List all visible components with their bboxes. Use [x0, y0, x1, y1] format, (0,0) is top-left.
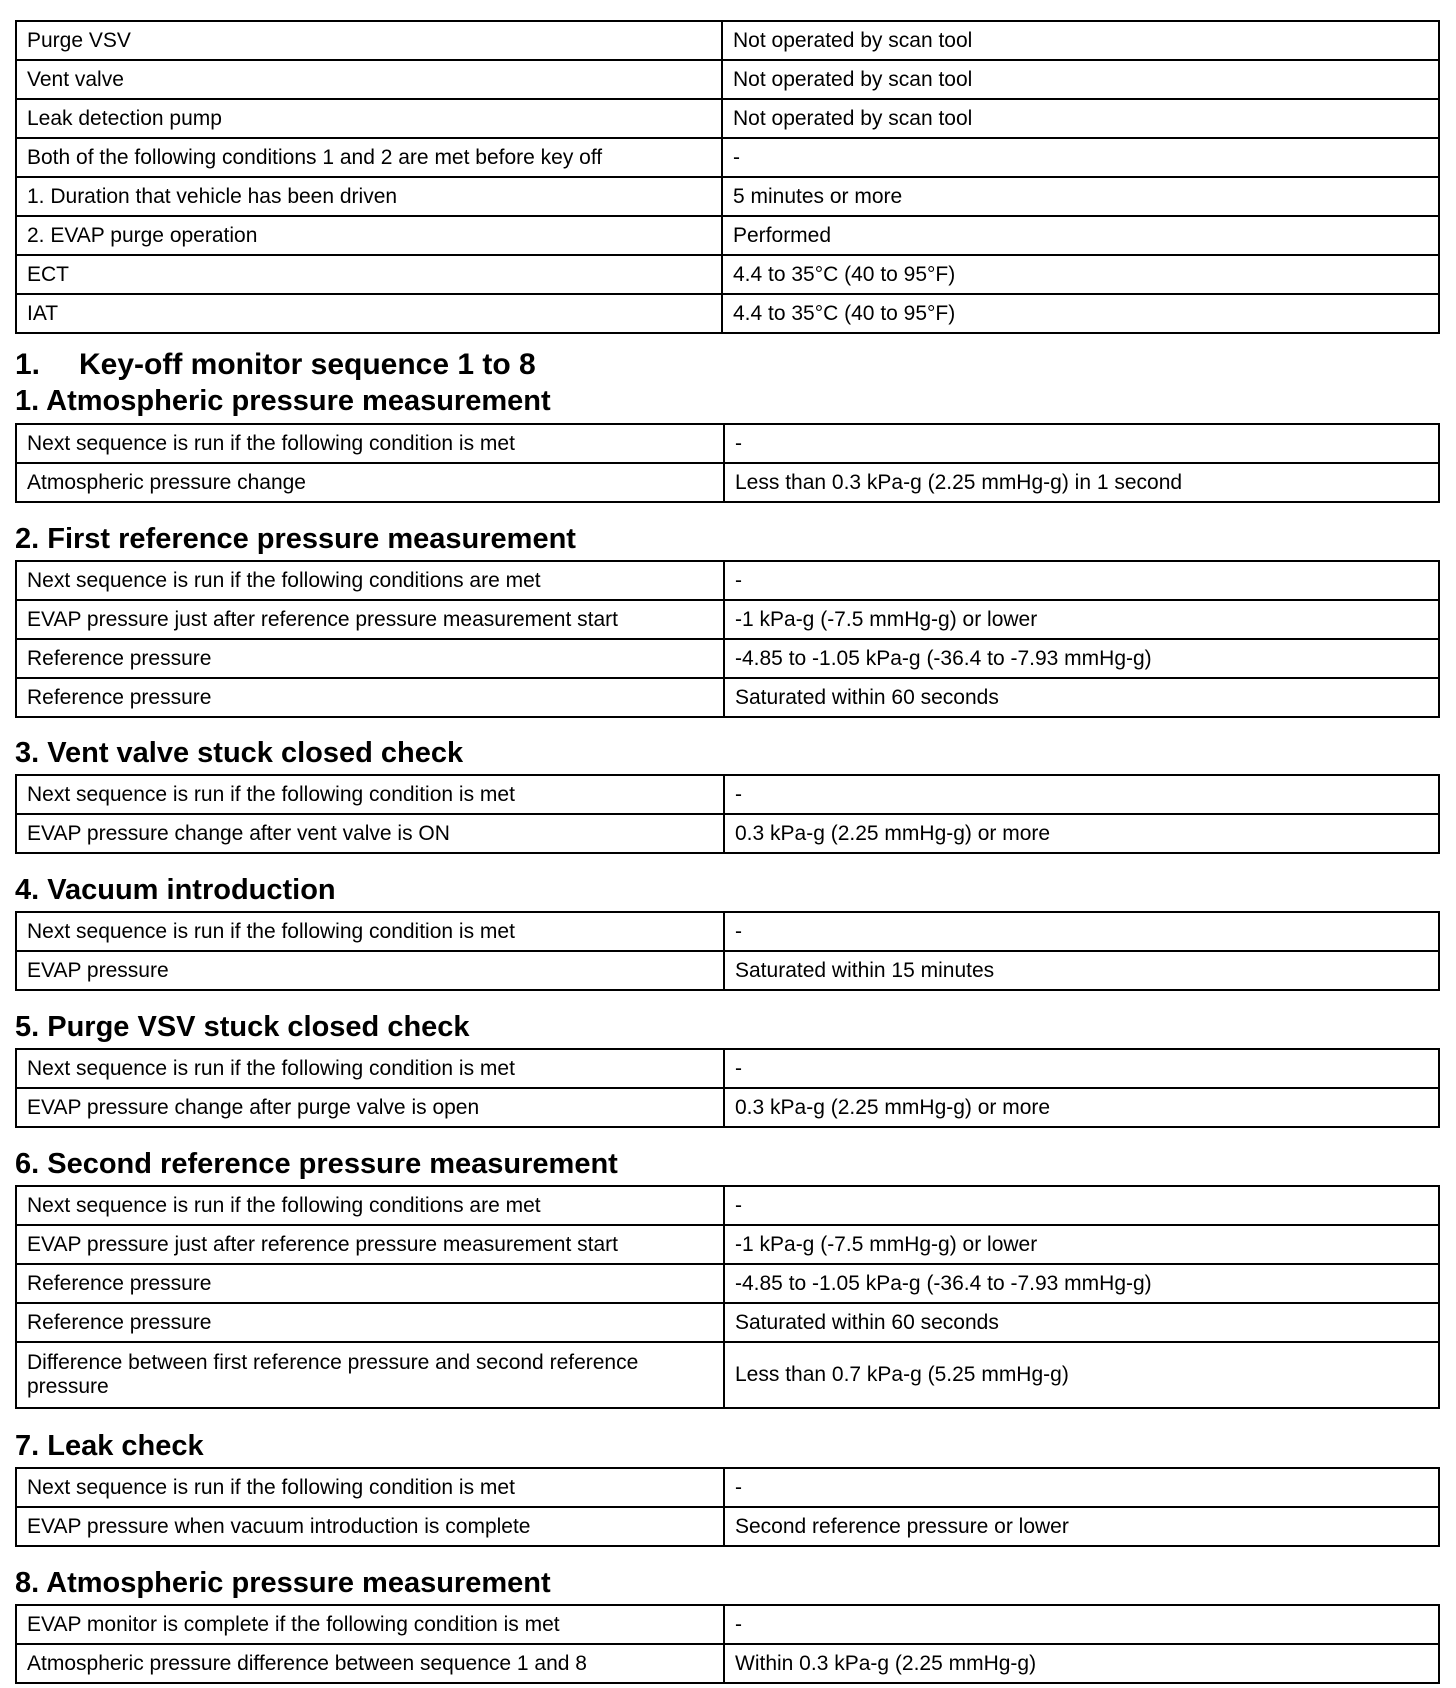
row-label: Atmospheric pressure difference between sequence 1 and 8 [16, 1644, 724, 1683]
table-row [16, 1225, 1439, 1264]
table-row [16, 99, 1439, 138]
main-heading-number: 1. [15, 348, 41, 381]
row-value: 0.3 kPa-g (2.25 mmHg-g) or more [724, 814, 1439, 853]
section-4-table [15, 911, 1440, 991]
row-value: - [724, 775, 1439, 814]
row-label: Next sequence is run if the following conditions are met [16, 1186, 724, 1225]
condition-label: 1. Duration that vehicle has been driven [16, 177, 722, 216]
row-value: - [724, 1605, 1439, 1644]
row-label: EVAP pressure just after reference pressure measurement start [16, 1225, 724, 1264]
row-value: Saturated within 15 minutes [724, 951, 1439, 990]
row-value: - [724, 561, 1439, 600]
table-row [16, 600, 1439, 639]
condition-label: 2. EVAP purge operation [16, 216, 722, 255]
table-row [16, 424, 1439, 463]
condition-label: Leak detection pump [16, 99, 722, 138]
condition-value: 4.4 to 35°C (40 to 95°F) [722, 255, 1439, 294]
main-heading [15, 348, 536, 382]
table-row [16, 912, 1439, 951]
section-8-title: 8. Atmospheric pressure measurement [15, 1567, 551, 1599]
table-row [16, 255, 1439, 294]
row-label: Next sequence is run if the following condition is met [16, 1049, 724, 1088]
row-value: -1 kPa-g (-7.5 mmHg-g) or lower [724, 600, 1439, 639]
row-value: - [724, 1049, 1439, 1088]
main-heading-text: Key-off monitor sequence 1 to 8 [79, 348, 536, 381]
condition-value: 4.4 to 35°C (40 to 95°F) [722, 294, 1439, 333]
row-label: EVAP pressure [16, 951, 724, 990]
row-value: - [724, 1468, 1439, 1507]
section-8-table [15, 1604, 1440, 1684]
table-row [16, 177, 1439, 216]
table-row [16, 216, 1439, 255]
row-value: 0.3 kPa-g (2.25 mmHg-g) or more [724, 1088, 1439, 1127]
row-value: Within 0.3 kPa-g (2.25 mmHg-g) [724, 1644, 1439, 1683]
table-row [16, 1605, 1439, 1644]
row-label: Atmospheric pressure change [16, 463, 724, 502]
row-value: -4.85 to -1.05 kPa-g (-36.4 to -7.93 mmHg-g) [724, 639, 1439, 678]
table-row [16, 561, 1439, 600]
row-label: EVAP pressure change after vent valve is ON [16, 814, 724, 853]
row-label: EVAP pressure when vacuum introduction is complete [16, 1507, 724, 1546]
row-label: EVAP monitor is complete if the following condition is met [16, 1605, 724, 1644]
section-2-title: 2. First reference pressure measurement [15, 523, 576, 555]
table-row [16, 814, 1439, 853]
row-value: Saturated within 60 seconds [724, 678, 1439, 717]
section-3-title: 3. Vent valve stuck closed check [15, 737, 464, 769]
table-row [16, 1507, 1439, 1546]
section-6-title: 6. Second reference pressure measurement [15, 1148, 618, 1180]
row-value: -1 kPa-g (-7.5 mmHg-g) or lower [724, 1225, 1439, 1264]
section-5-table [15, 1048, 1440, 1128]
section-7-title: 7. Leak check [15, 1430, 204, 1462]
conditions-table [15, 20, 1440, 334]
table-row [16, 1186, 1439, 1225]
section-1-title: 1. Atmospheric pressure measurement [15, 385, 551, 417]
row-label: EVAP pressure change after purge valve is open [16, 1088, 724, 1127]
condition-label: Both of the following conditions 1 and 2 are met before key off [16, 138, 722, 177]
condition-value: Not operated by scan tool [722, 21, 1439, 60]
row-value: - [724, 1186, 1439, 1225]
row-value: Less than 0.3 kPa-g (2.25 mmHg-g) in 1 second [724, 463, 1439, 502]
table-row [16, 639, 1439, 678]
table-row [16, 463, 1439, 502]
row-label: Next sequence is run if the following condition is met [16, 1468, 724, 1507]
row-label: EVAP pressure just after reference pressure measurement start [16, 600, 724, 639]
row-label: Next sequence is run if the following condition is met [16, 912, 724, 951]
row-label: Next sequence is run if the following condition is met [16, 775, 724, 814]
condition-value: Not operated by scan tool [722, 60, 1439, 99]
table-row [16, 951, 1439, 990]
row-label: Reference pressure [16, 1264, 724, 1303]
row-value: - [724, 424, 1439, 463]
condition-value: - [722, 138, 1439, 177]
section-2-table [15, 560, 1440, 718]
condition-label: IAT [16, 294, 722, 333]
table-row [16, 1264, 1439, 1303]
table-row [16, 1644, 1439, 1683]
section-5-title: 5. Purge VSV stuck closed check [15, 1011, 470, 1043]
condition-value: Not operated by scan tool [722, 99, 1439, 138]
section-4-title: 4. Vacuum introduction [15, 874, 336, 906]
section-6-table [15, 1185, 1440, 1409]
table-row [16, 21, 1439, 60]
table-row [16, 60, 1439, 99]
table-row [16, 1088, 1439, 1127]
table-row [16, 294, 1439, 333]
row-value: Saturated within 60 seconds [724, 1303, 1439, 1342]
table-row [16, 1468, 1439, 1507]
section-1-table [15, 423, 1440, 503]
row-label: Reference pressure [16, 1303, 724, 1342]
table-row [16, 678, 1439, 717]
row-value: Less than 0.7 kPa-g (5.25 mmHg-g) [724, 1342, 1439, 1408]
row-label: Next sequence is run if the following condition is met [16, 424, 724, 463]
row-label: Next sequence is run if the following conditions are met [16, 561, 724, 600]
table-row [16, 1303, 1439, 1342]
row-value: -4.85 to -1.05 kPa-g (-36.4 to -7.93 mmHg-g) [724, 1264, 1439, 1303]
table-row [16, 1342, 1439, 1408]
condition-label: ECT [16, 255, 722, 294]
table-row [16, 775, 1439, 814]
section-3-table [15, 774, 1440, 854]
section-7-table [15, 1467, 1440, 1547]
condition-value: 5 minutes or more [722, 177, 1439, 216]
condition-label: Vent valve [16, 60, 722, 99]
row-label: Reference pressure [16, 639, 724, 678]
row-value: Second reference pressure or lower [724, 1507, 1439, 1546]
row-label: Difference between first reference pressure and second reference pressure [16, 1342, 724, 1408]
table-row [16, 1049, 1439, 1088]
table-row [16, 138, 1439, 177]
condition-value: Performed [722, 216, 1439, 255]
row-label: Reference pressure [16, 678, 724, 717]
condition-label: Purge VSV [16, 21, 722, 60]
row-value: - [724, 912, 1439, 951]
